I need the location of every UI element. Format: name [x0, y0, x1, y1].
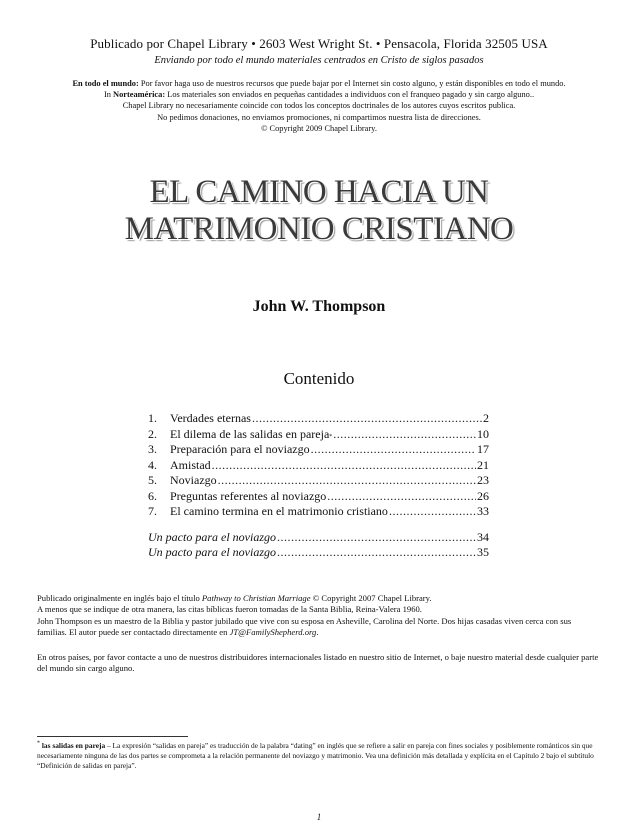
toc-leader-dots — [277, 545, 476, 561]
toc-entry-title: Noviazgo — [170, 473, 217, 487]
toc-entry-title: Preguntas referentes al noviazgo — [170, 488, 327, 503]
toc-entry[interactable] — [148, 545, 489, 561]
toc-leader-dots — [252, 411, 482, 427]
notice-line-north-america — [20, 89, 618, 100]
toc-entry-page: 34 — [477, 529, 489, 544]
toc-entry[interactable]: 2. El dilema de las salidas en pareja * ..... 10 — [148, 427, 489, 443]
author-name: John W. Thompson — [252, 298, 386, 315]
toc-entry-page: 21 — [477, 457, 489, 472]
notice-na-text: Los materiales son enviados en pequeñas cantidades a individuos con el franqueo pagado y sin cargo alguno.. — [165, 90, 535, 100]
author-bio — [37, 616, 603, 639]
toc-entry[interactable] — [148, 504, 489, 520]
footnote-text: – La expresión “salidas en pareja” es traducción de la palabra “dating” en inglés que se refiere a salir en pareja con fines sociales y posiblemente románticos sin que necesariamente ninguna de las dos partes se comprometa a la relación permanente del noviazgo y matrimonio. Vea una definición más detallada y explícita en el Capítulo 2 bajo el subtítulo “Definición de salidas en pareja”. — [37, 741, 594, 770]
toc-entry-title: Un pacto para el noviazgo — [148, 529, 276, 544]
publisher-line: Publicado por Chapel Library • 2603 West Wright St. • Pensacola, Florida 32505 USA — [90, 36, 548, 51]
notice-line-doctrine: Chapel Library no necesariamente coincide con todos los conceptos doctrinales de los autores cuyos escritos publica. — [122, 101, 516, 111]
notice-line-donations: No pedimos donaciones, no enviamos promociones, ni compartimos nuestra lista de direcciones. — [157, 112, 481, 122]
document-title — [0, 174, 638, 248]
toc-leader-dots — [212, 458, 476, 474]
toc-entry-number: 1. — [148, 411, 157, 425]
notice-line-worldwide — [20, 78, 618, 89]
toc-entry-title: Verdades eternas — [170, 411, 251, 425]
author-email-link[interactable]: JT@FamilyShepherd.org — [229, 626, 317, 637]
toc-leader-dots — [327, 489, 476, 505]
page-number: 1 — [316, 812, 322, 822]
toc-entry-page: 17 — [477, 442, 489, 456]
toc-leader-dots — [389, 504, 476, 520]
toc-entry-title: Amistad — [170, 457, 211, 472]
toc-leader-dots — [311, 442, 476, 458]
bible-version-note: A menos que se indique de otra manera, las citas bíblicas fueron tomadas de la Santa Biblia, Reina-Valera 1960. — [37, 604, 422, 615]
toc-entry-number: 6. — [148, 488, 157, 503]
notice-na-prefix: In — [103, 90, 114, 100]
toc-entry-title: El camino termina en el matrimonio cristiano — [170, 504, 388, 518]
toc-entry-page: 2 — [483, 411, 489, 425]
toc-entry-number: 5. — [148, 473, 157, 487]
copyright-notice — [20, 78, 618, 134]
tagline: Enviando por todo el mundo materiales centrados en Cristo de siglos pasados — [154, 55, 484, 66]
notice-worldwide-label: En todo el mundo: — [72, 79, 139, 88]
footnote-term: las salidas en pareja — [40, 741, 106, 750]
title-line-1: EL CAMINO HACIA UN — [149, 174, 489, 210]
title-line-2: MATRIMONIO CRISTIANO — [124, 211, 514, 247]
toc-entry[interactable] — [148, 473, 489, 489]
toc-entry[interactable] — [148, 489, 489, 505]
toc-entry[interactable] — [148, 442, 489, 458]
bio-text: John Thompson es un maestro de la Biblia y pastor jubilado que vive con su esposa en Asheville, Carolina del Norte. Dos hijas casadas viven cerca con sus familias. El autor puede ser contactado directamente en — [37, 615, 572, 637]
toc-entry-title: Preparación para el noviazgo — [170, 442, 310, 456]
toc-entry-number: 4. — [148, 457, 157, 472]
footnote-marker: * — [37, 740, 40, 747]
notice-na-label: Norteamérica: — [113, 90, 166, 100]
toc-entry-page: 23 — [477, 473, 489, 487]
toc-entry-page: 33 — [477, 504, 489, 518]
notice-worldwide-text: Por favor haga uso de nuestros recursos que puede bajar por el Internet sin costo alguno, y están disponibles en todo el mundo. — [138, 79, 566, 88]
toc-entry-number: 2. — [148, 426, 157, 441]
orig-prefix: Publicado originalmente en inglés bajo el título — [37, 593, 202, 603]
footnote-divider — [37, 736, 188, 737]
original-publication — [37, 593, 603, 604]
toc-entry-title: Un pacto para el noviazgo — [148, 545, 276, 559]
toc-entry-number: 3. — [148, 442, 157, 456]
toc-entry[interactable] — [148, 530, 489, 546]
toc-leader-dots — [218, 473, 476, 489]
footnote — [37, 741, 603, 771]
toc-entry-page: 26 — [477, 488, 489, 503]
orig-title: Pathway to Christian Marriage — [201, 593, 311, 603]
toc-entry-title: El dilema de las salidas en pareja — [170, 426, 330, 441]
toc-entry[interactable] — [148, 411, 489, 427]
toc-entry-page: 35 — [477, 545, 489, 559]
bio-end: . — [316, 626, 319, 637]
notice-line-copyright: © Copyright 2009 Chapel Library. — [261, 123, 377, 133]
toc-leader-dots — [333, 427, 476, 443]
publication-info — [37, 593, 603, 638]
table-of-contents — [148, 411, 489, 561]
contents-heading: Contenido — [283, 369, 355, 388]
orig-suffix: © Copyright 2007 Chapel Library. — [310, 593, 432, 603]
toc-leader-dots — [277, 530, 476, 546]
toc-entry-page: 10 — [477, 426, 489, 441]
distribution-note: En otros países, por favor contacte a uno de nuestros distribuidores internacionales listado en nuestro sitio de Internet, o baje nuestro material desde cualquier parte del mundo sin cargo alguno. — [37, 652, 599, 674]
toc-entry-number: 7. — [148, 504, 157, 518]
toc-spacer — [148, 520, 489, 530]
toc-entry[interactable] — [148, 458, 489, 474]
